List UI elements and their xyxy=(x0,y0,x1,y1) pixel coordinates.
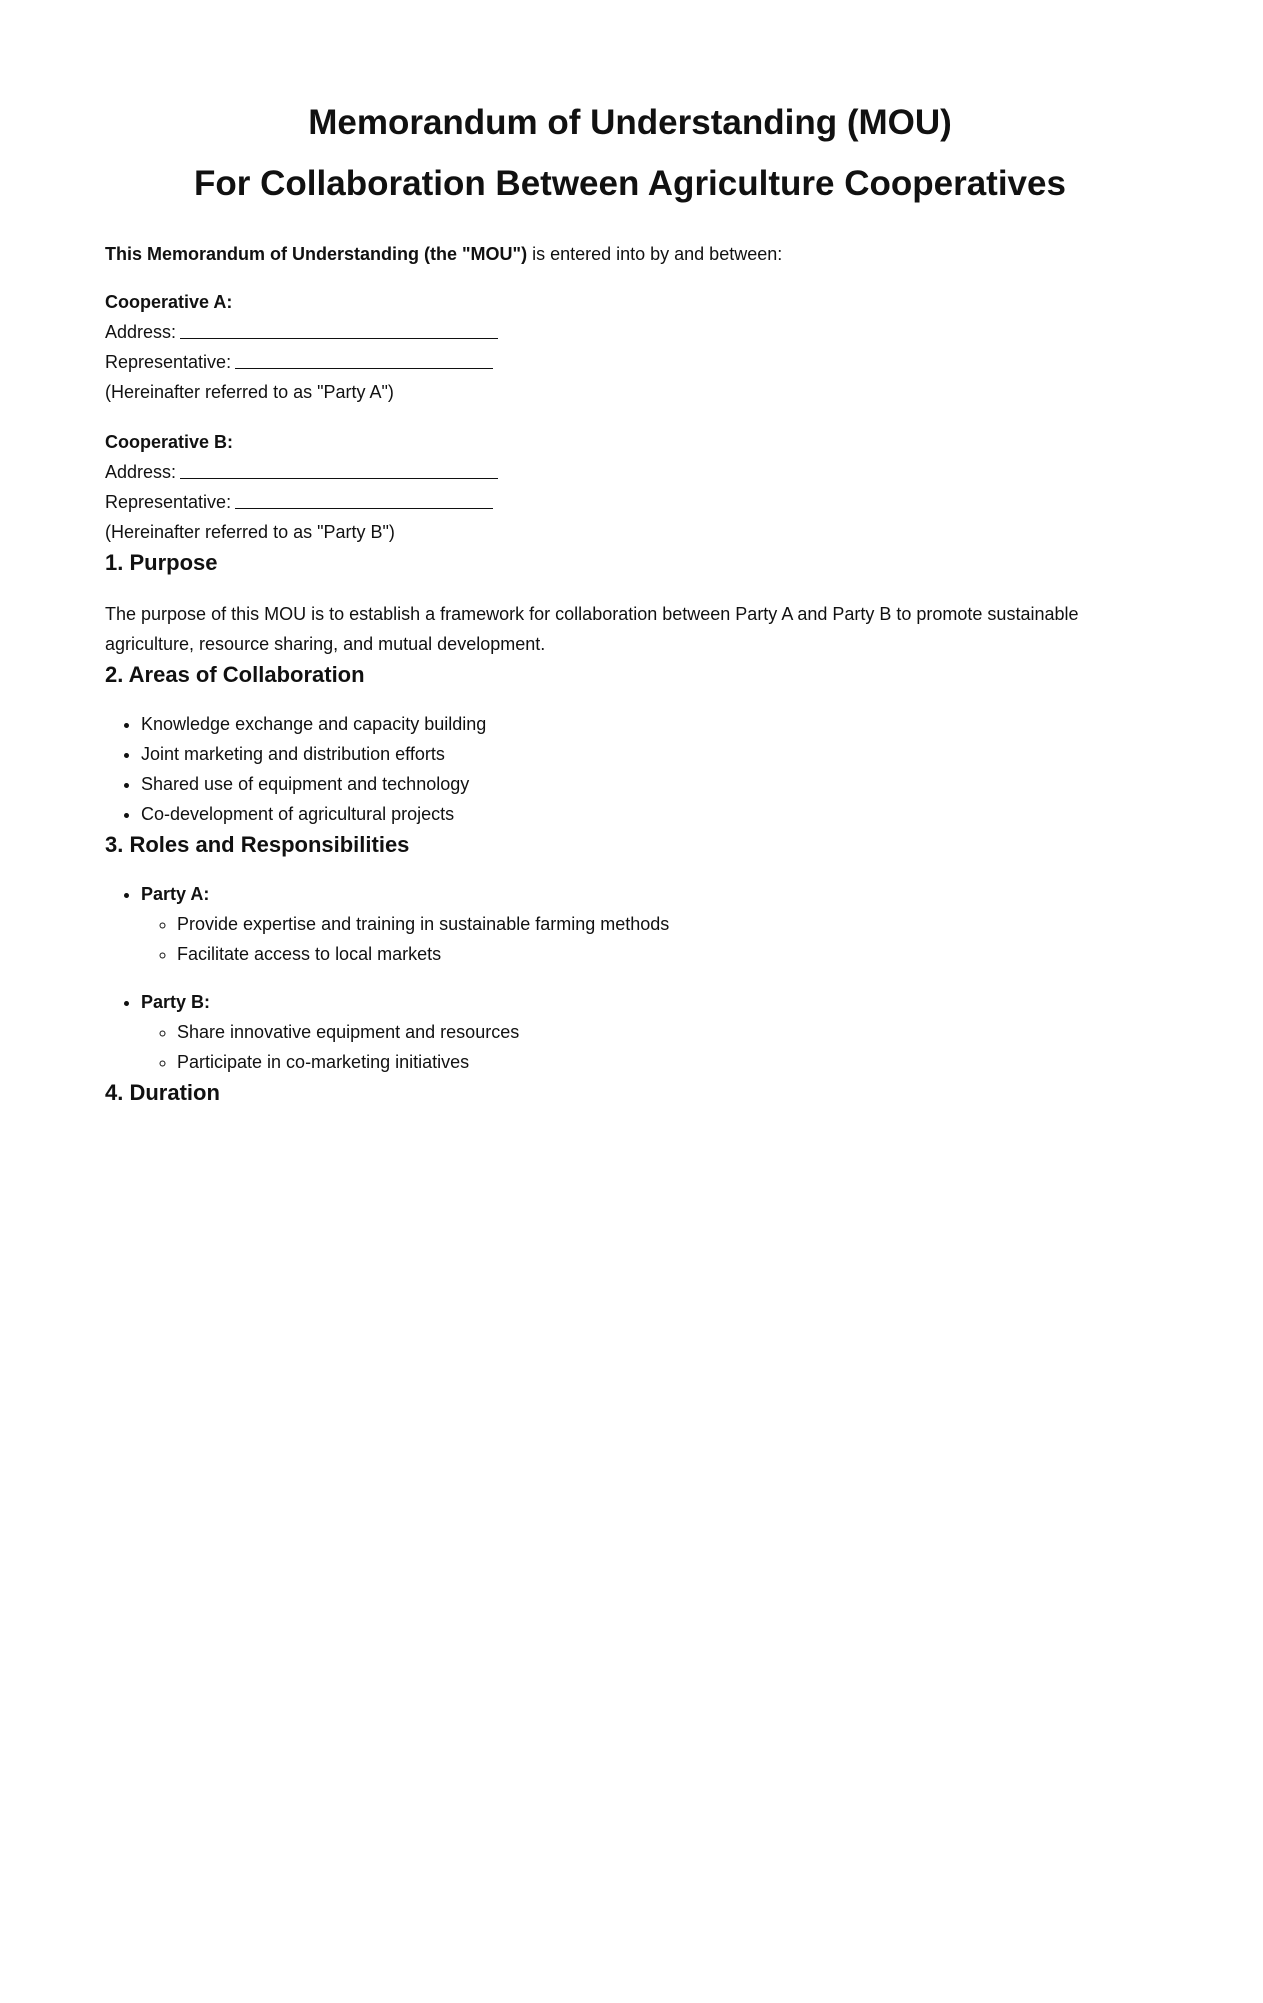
document-content xyxy=(105,92,1155,1295)
areas-list xyxy=(105,709,1155,829)
cooperative-b-heading: Cooperative B: xyxy=(105,432,234,452)
cooperative-b-representative-line xyxy=(105,487,1155,517)
party-b-role xyxy=(141,987,1155,1077)
duration-heading: 4. Duration xyxy=(105,1080,220,1105)
cooperative-a-representative-line xyxy=(105,347,1155,377)
cooperative-b-address-label: Address: xyxy=(105,462,177,482)
party-a-responsibilities xyxy=(141,909,1155,969)
purpose-paragraph xyxy=(105,599,1155,659)
list-item: ◦ Provide expertise and training in sustainable farming methods xyxy=(177,909,1155,939)
list-item: • Shared use of equipment and technology xyxy=(141,769,1155,799)
party-b-role-label: Party B: xyxy=(141,992,211,1012)
list-item: • Knowledge exchange and capacity building xyxy=(141,709,1155,739)
document-title xyxy=(105,92,1155,214)
list-item: ◦ Share innovative equipment and resources xyxy=(177,1017,1155,1047)
title-line-1: Memorandum of Understanding (MOU) xyxy=(308,103,952,142)
cooperative-a-block xyxy=(105,287,1155,407)
cooperative-b-representative-blank[interactable] xyxy=(235,490,493,509)
cooperative-a-address-line xyxy=(105,317,1155,347)
cooperative-a-reference: (Hereinafter referred to as "Party A") xyxy=(105,382,394,402)
roles-list xyxy=(105,879,1155,1077)
cooperative-a-heading: Cooperative A: xyxy=(105,292,233,312)
cooperative-a-representative-blank[interactable] xyxy=(235,350,493,369)
roles-heading: 3. Roles and Responsibilities xyxy=(105,832,410,857)
cooperative-b-block xyxy=(105,427,1155,547)
list-item: • Co-development of agricultural projects xyxy=(141,799,1155,829)
cooperative-a-representative-label: Representative: xyxy=(105,352,232,372)
list-item: • Joint marketing and distribution efforts xyxy=(141,739,1155,769)
party-a-role-label: Party A: xyxy=(141,884,210,904)
party-a-role xyxy=(141,879,1155,969)
list-item: ◦ Facilitate access to local markets xyxy=(177,939,1155,969)
cooperative-b-address-blank[interactable] xyxy=(180,460,498,479)
purpose-text-line-2: agriculture, resource sharing, and mutual development. xyxy=(105,634,546,654)
list-item: ◦ Participate in co-marketing initiatives xyxy=(177,1047,1155,1077)
purpose-heading: 1. Purpose xyxy=(105,550,218,575)
cooperative-a-address-label: Address: xyxy=(105,322,177,342)
cooperative-a-address-blank[interactable] xyxy=(180,320,498,339)
party-b-responsibilities xyxy=(141,1017,1155,1077)
intro-rest: is entered into by and between: xyxy=(527,244,783,264)
intro-paragraph xyxy=(105,239,1155,269)
title-line-2: For Collaboration Between Agriculture Cooperatives xyxy=(194,164,1066,203)
areas-heading: 2. Areas of Collaboration xyxy=(105,662,365,687)
cooperative-b-representative-label: Representative: xyxy=(105,492,232,512)
cooperative-b-reference: (Hereinafter referred to as "Party B") xyxy=(105,522,395,542)
intro-bold: This Memorandum of Understanding (the "MOU") xyxy=(105,244,528,264)
purpose-text-line-1: The purpose of this MOU is to establish a framework for collaboration between Party A and Party B to promote sustainable xyxy=(105,604,1079,624)
cooperative-b-address-line xyxy=(105,457,1155,487)
